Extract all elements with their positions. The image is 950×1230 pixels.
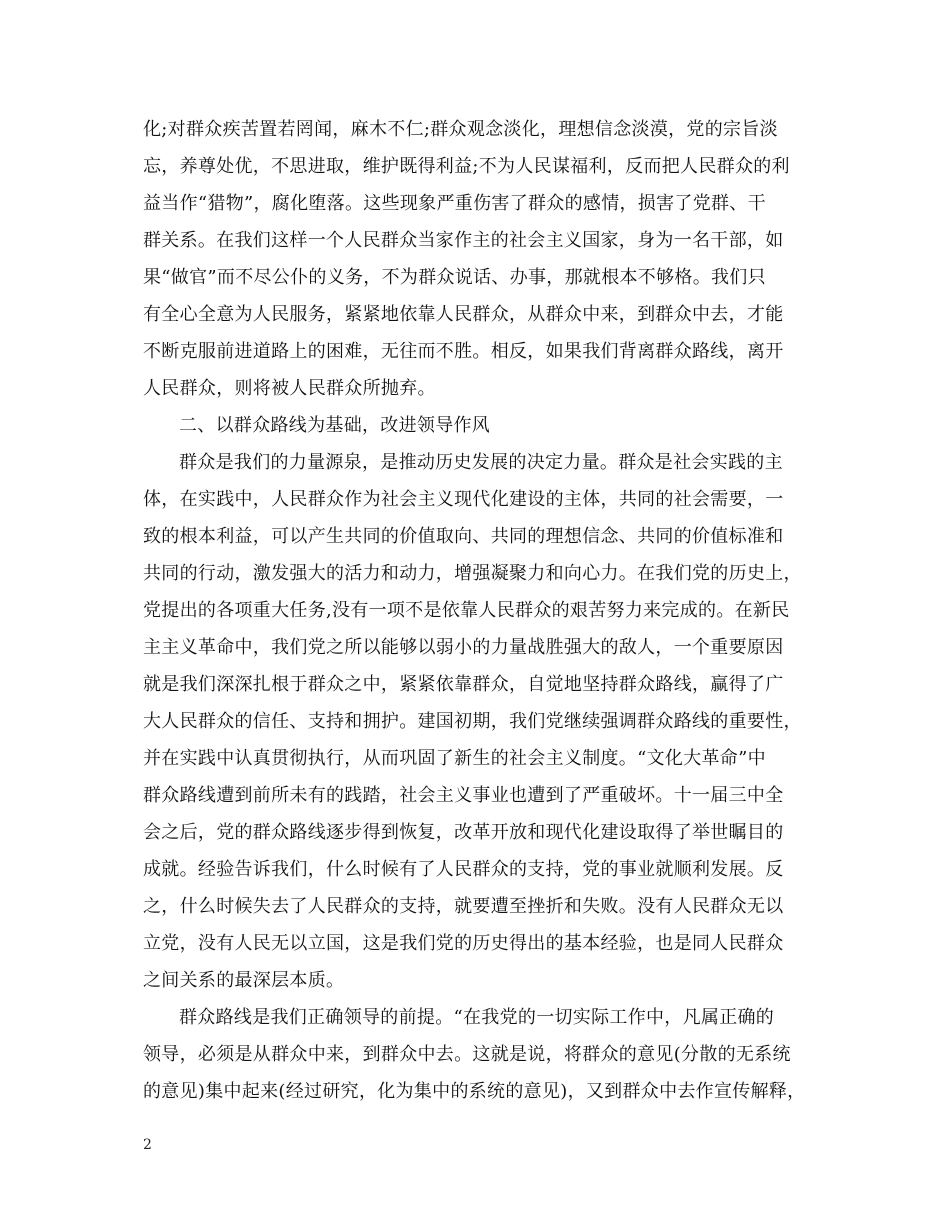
text-line: 共同的行动，激发强大的活力和动力，增强凝聚力和向心力。在我们党的历史上， bbox=[143, 563, 802, 584]
text-line: 化;对群众疾苦置若罔闻，麻木不仁;群众观念淡化，理想信念淡漠，党的宗旨淡 bbox=[143, 119, 778, 140]
text-line: 群众路线是我们正确领导的前提。“在我党的一切实际工作中，凡属正确的 bbox=[179, 1007, 775, 1028]
page-number: 2 bbox=[143, 1137, 152, 1153]
text-line: 会之后，党的群众路线逐步得到恢复，改革开放和现代化建设取得了举世瞩目的 bbox=[143, 822, 784, 843]
text-line: 群众是我们的力量源泉，是推动历史发展的决定力量。群众是社会实践的主 bbox=[179, 452, 783, 473]
text-line: 党提出的各项重大任务,没有一项不是依靠人民群众的艰苦努力来完成的。在新民 bbox=[143, 600, 790, 621]
text-line: 群众路线遭到前所未有的践踏，社会主义事业也遭到了严重破坏。十一届三中全 bbox=[143, 785, 784, 806]
text-line: 的意见)集中起来(经过研究，化为集中的系统的意见)，又到群众中去作宣传解释， bbox=[143, 1081, 806, 1102]
text-line: 益当作“猎物”，腐化堕落。这些现象严重伤害了群众的感情，损害了党群、干 bbox=[143, 193, 766, 214]
text-line: 之间关系的最深层本质。 bbox=[143, 970, 345, 991]
text-line: 忘，养尊处优，不思进取，维护既得利益;不为人民谋福利，反而把人民群众的利 bbox=[143, 156, 790, 177]
text-line: 有全心全意为人民服务，紧紧地依靠人民群众，从群众中来，到群众中去，才能 bbox=[143, 304, 784, 325]
text-line: 主主义革命中，我们党之所以能够以弱小的力量战胜强大的敌人，一个重要原因 bbox=[143, 637, 784, 658]
text-line: 大人民群众的信任、支持和拥护。建国初期，我们党继续强调群众路线的重要性， bbox=[143, 711, 802, 732]
text-line: 领导，必须是从群众中来，到群众中去。这就是说，将群众的意见(分散的无系统 bbox=[143, 1044, 791, 1065]
text-line: 果“做官”而不尽公仆的义务，不为群众说话、办事，那就根本不够格。我们只 bbox=[143, 267, 766, 288]
text-line: 人民群众，则将被人民群众所抛弃。 bbox=[143, 378, 436, 399]
text-line: 成就。经验告诉我们，什么时候有了人民群众的支持，党的事业就顺利发展。反 bbox=[143, 859, 784, 880]
section-heading: 二、以群众路线为基础，改进领导作风 bbox=[179, 415, 491, 436]
text-line: 群关系。在我们这样一个人民群众当家作主的社会主义国家，身为一名干部，如 bbox=[143, 230, 784, 251]
text-line: 之，什么时候失去了人民群众的支持，就要遭至挫折和失败。没有人民群众无以 bbox=[143, 896, 784, 917]
text-line: 不断克服前进道路上的困难，无往而不胜。相反，如果我们背离群众路线，离开 bbox=[143, 341, 784, 362]
text-line: 立党，没有人民无以立国，这是我们党的历史得出的基本经验，也是同人民群众 bbox=[143, 933, 784, 954]
text-line: 体，在实践中，人民群众作为社会主义现代化建设的主体，共同的社会需要，一 bbox=[143, 489, 784, 510]
text-line: 致的根本利益，可以产生共同的价值取向、共同的理想信念、共同的价值标准和 bbox=[143, 526, 784, 547]
text-line: 并在实践中认真贯彻执行，从而巩固了新生的社会主义制度。“文化大革命”中 bbox=[143, 748, 766, 769]
text-line: 就是我们深深扎根于群众之中，紧紧依靠群众，自觉地坚持群众路线，赢得了广 bbox=[143, 674, 784, 695]
